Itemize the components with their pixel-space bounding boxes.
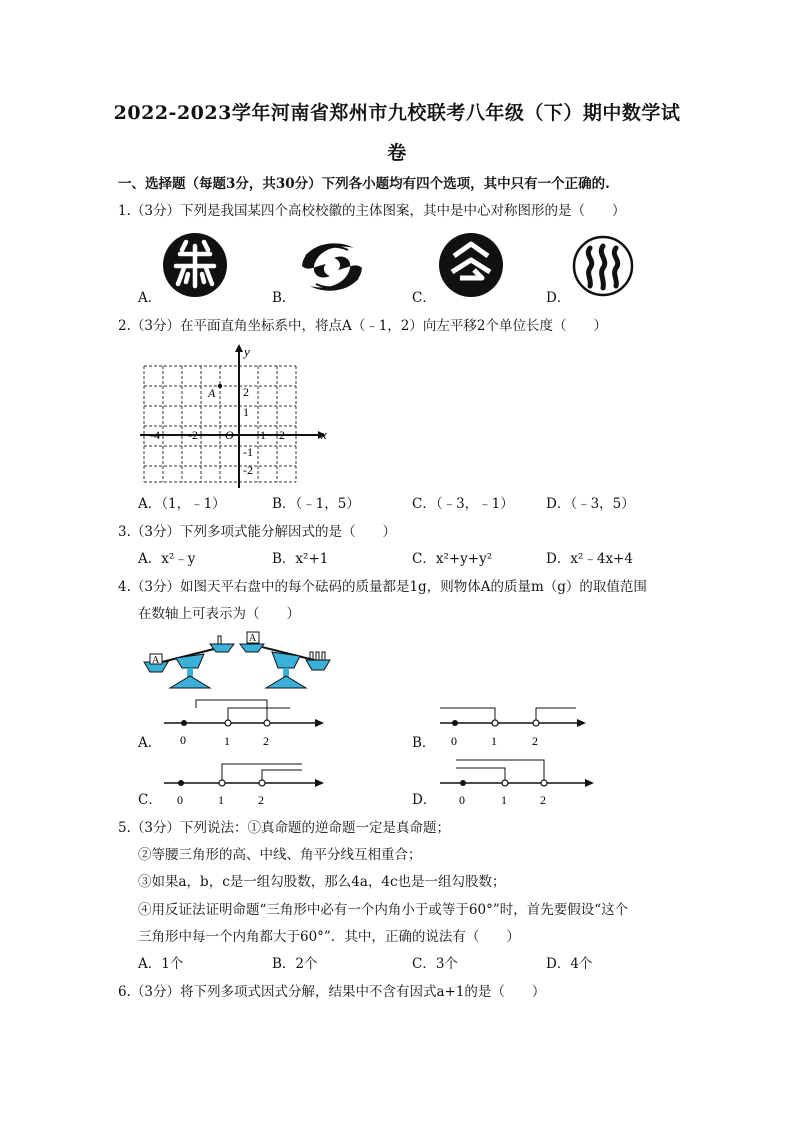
balance-scale-2: [236, 630, 336, 690]
x-tick-neg4: -4: [150, 428, 160, 442]
tick-0: 0: [451, 734, 457, 748]
balance-scale-1: [140, 632, 240, 690]
tick-0: 0: [180, 733, 186, 747]
y-tick-2: 2: [243, 385, 249, 399]
q5-option-d[interactable]: D．4个: [546, 956, 593, 972]
emblem-d-icon: [572, 234, 634, 298]
q3-option-d[interactable]: D．x²﹣4x+4: [546, 551, 633, 567]
tick-2: 2: [258, 793, 264, 807]
question-5-statement-3: ③如果a，b，c是一组勾股数，那么4a，4c也是一组勾股数；: [138, 874, 506, 890]
tick-0: 0: [177, 793, 183, 807]
q1-option-d[interactable]: D．: [546, 290, 571, 306]
coordinate-grid: [136, 340, 336, 490]
question-4-continued: 在数轴上可表示为（ ）: [138, 606, 300, 622]
exam-title: 2022-2023学年河南省郑州市九校联考八年级（下）期中数学试: [113, 102, 681, 124]
question-1: 1.（3分）下列是我国某四个高校校徽的主体图案，其中是中心对称图形的是（ ）: [118, 203, 626, 219]
q2-option-a[interactable]: A．（1，﹣1）: [138, 496, 226, 512]
tick-1: 1: [501, 793, 507, 807]
q4-option-c[interactable]: C．: [138, 792, 162, 808]
tick-1: 1: [224, 734, 230, 748]
exam-title-continued: 卷: [387, 142, 407, 164]
q1-option-a[interactable]: A．: [138, 290, 162, 306]
x-tick-neg2: -2: [188, 428, 198, 442]
emblem-b-swirl-icon: [296, 236, 368, 298]
number-line-c: [160, 758, 330, 812]
tick-2: 2: [532, 734, 538, 748]
y-axis-label: y: [244, 344, 250, 359]
q3-option-a[interactable]: A．x²﹣y: [138, 551, 196, 567]
q2-option-d[interactable]: D．（﹣3，5）: [546, 496, 635, 512]
emblem-a-icon: [162, 232, 228, 298]
balance-1-object-label: A: [152, 655, 160, 666]
y-tick-1: 1: [243, 405, 249, 419]
q5-option-a[interactable]: A．1个: [138, 956, 184, 972]
q1-option-b[interactable]: B．: [272, 290, 296, 306]
number-line-b: [436, 696, 596, 752]
q3-option-b[interactable]: B．x²+1: [272, 551, 329, 567]
number-line-d: [436, 756, 606, 812]
number-line-a: [160, 696, 330, 752]
origin-label: O: [225, 428, 234, 442]
question-4: 4.（3分）如图天平右盘中的每个砝码的质量都是1g，则物体A的质量m（g）的取值范围: [118, 579, 647, 595]
tick-1: 1: [218, 793, 224, 807]
q5-option-b[interactable]: B．2个: [272, 956, 318, 972]
balance-2-object-label: A: [249, 633, 257, 644]
x-tick-2: 2: [279, 428, 285, 442]
tick-0: 0: [459, 793, 465, 807]
tick-1: 1: [491, 734, 497, 748]
question-5-statement-4-continued: 三角形中每一个内角都大于60°”．其中，正确的说法有（ ）: [138, 929, 520, 945]
q2-option-b[interactable]: B．（﹣1，5）: [272, 496, 360, 512]
y-tick-neg1: -1: [243, 445, 253, 459]
question-6: 6.（3分）将下列多项式因式分解，结果中不含有因式a+1的是（ ）: [118, 984, 546, 1000]
question-3: 3.（3分）下列多项式能分解因式的是（ ）: [118, 524, 396, 540]
emblem-c-icon: [438, 232, 504, 298]
question-5: 5.（3分）下列说法：①真命题的逆命题一定是真命题；: [118, 820, 450, 836]
tick-2: 2: [263, 734, 269, 748]
q4-option-a[interactable]: A．: [138, 735, 162, 751]
question-2: 2.（3分）在平面直角坐标系中，将点A（﹣1，2）向左平移2个单位长度（ ）: [118, 318, 607, 334]
q5-option-c[interactable]: C．3个: [412, 956, 458, 972]
x-axis-label: x: [321, 427, 327, 442]
q2-option-c[interactable]: C．（﹣3，﹣1）: [412, 496, 514, 512]
q3-option-c[interactable]: C．x²+y+y²: [412, 551, 493, 567]
section-heading: 一、选择题（每题3分，共30分）下列各小题均有四个选项，其中只有一个正确的.: [118, 176, 610, 192]
q1-option-c[interactable]: C．: [412, 290, 436, 306]
tick-2: 2: [540, 793, 546, 807]
q4-option-d[interactable]: D．: [412, 792, 437, 808]
question-5-statement-4: ④用反证法证明命题“三角形中必有一个内角小于或等于60°”时，首先要假设“这个: [138, 902, 629, 918]
point-a-label: A: [208, 386, 216, 400]
q4-option-b[interactable]: B．: [412, 735, 436, 751]
x-tick-1: 1: [260, 428, 266, 442]
y-tick-neg2: -2: [243, 463, 253, 477]
question-5-statement-2: ②等腰三角形的高、中线、角平分线互相重合；: [138, 847, 422, 863]
